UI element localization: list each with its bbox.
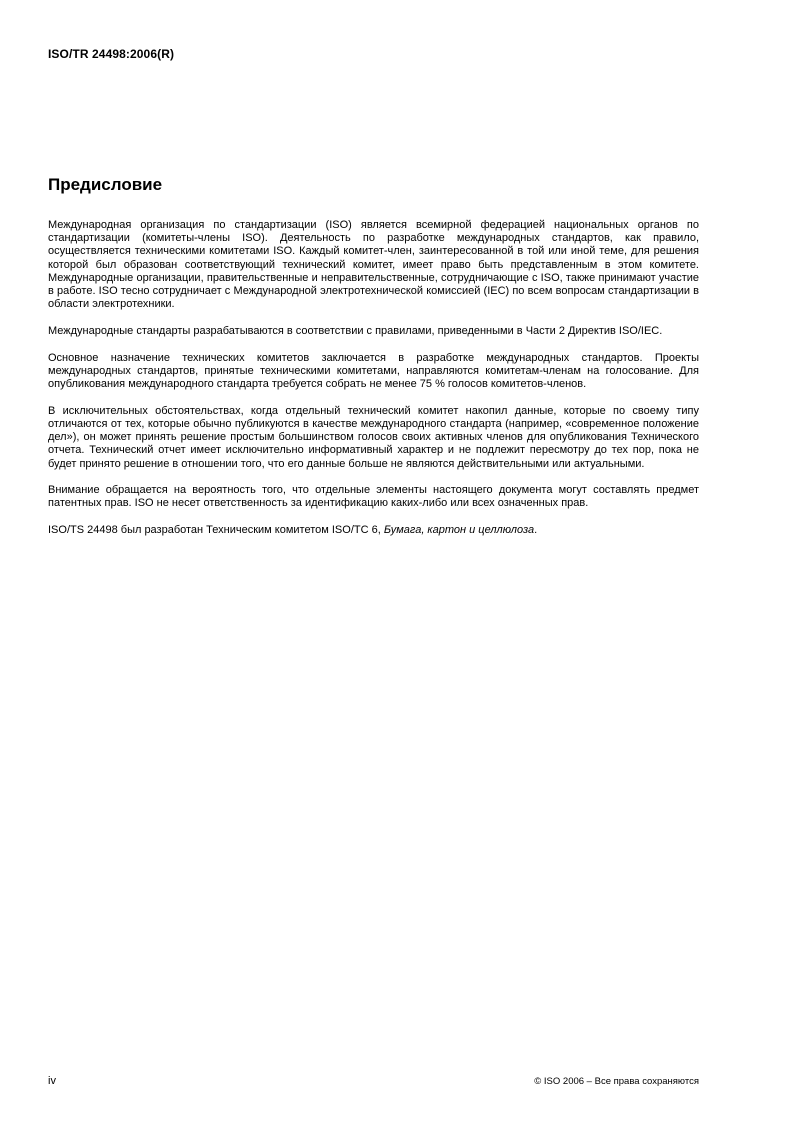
- foreword-body: [48, 219, 699, 551]
- foreword-paragraph-committee: [48, 524, 699, 537]
- foreword-paragraph: В исключительных обстоятельствах, когда отдельный технический комитет накопил данные, которые по своему типу отличаются от тех, которые обычно публикуются в качестве международного стандарта (например, «современное положение дел»), он может принять решение простым большинством голосов своих активных членов для опубликования Технического отчета. Технический отчет имеет исключительно информативный характер и не подлежит пересмотру до тех пор, пока не будет принято решение в отношении того, что его данные больше не являются действительными или актуальными.: [48, 404, 699, 470]
- committee-title: Бумага, картон и целлюлоза: [383, 524, 535, 537]
- committee-tail-text: .: [534, 524, 538, 537]
- foreword-paragraph: Международные стандарты разрабатываются в соответствии с правилами, приведенными в Части 2 Директив ISO/IEC.: [48, 324, 663, 337]
- foreword-paragraph: Международная организация по стандартизации (ISO) является всемирной федерацией национальных органов по стандартизации (комитеты-члены ISO). Деятельность по разработке международных стандартов, как правило, осуществляется техническими комитетами ISO. Каждый комитет-член, заинтересованной в той или иной теме, для решения которой был образован соответствующий технический комитет, имеет право быть представленным в этом комитете. Международные организации, правительственные и неправительственные, сотрудничающие с ISO, также принимают участие в работе. ISO тесно сотрудничает с Международной электротехнической комиссией (IEC) по всем вопросам стандартизации в области электротехники.: [48, 219, 699, 311]
- foreword-title: Предисловие: [48, 175, 163, 194]
- document-identifier: ISO/TR 24498:2006(R): [48, 47, 175, 61]
- foreword-paragraph: Внимание обращается на вероятность того, что отдельные элементы настоящего документа могут составлять предмет патентных прав. ISO не несет ответственность за идентификацию каких-либо или всех означенных прав.: [48, 484, 699, 510]
- copyright-notice: © ISO 2006 – Все права сохраняются: [534, 1076, 699, 1087]
- page-number: iv: [48, 1075, 56, 1087]
- foreword-paragraph: Основное назначение технических комитетов заключается в разработке международных стандартов. Проекты международных стандартов, принятые техническими комитетами, направляются комитетам-членам на голосование. Для опубликования международного стандарта требуется собрать не менее 75 % голосов комитетов-членов.: [48, 351, 699, 391]
- committee-lead-text: ISO/TS 24498 был разработан Техническим комитетом ISO/TC 6,: [48, 524, 384, 537]
